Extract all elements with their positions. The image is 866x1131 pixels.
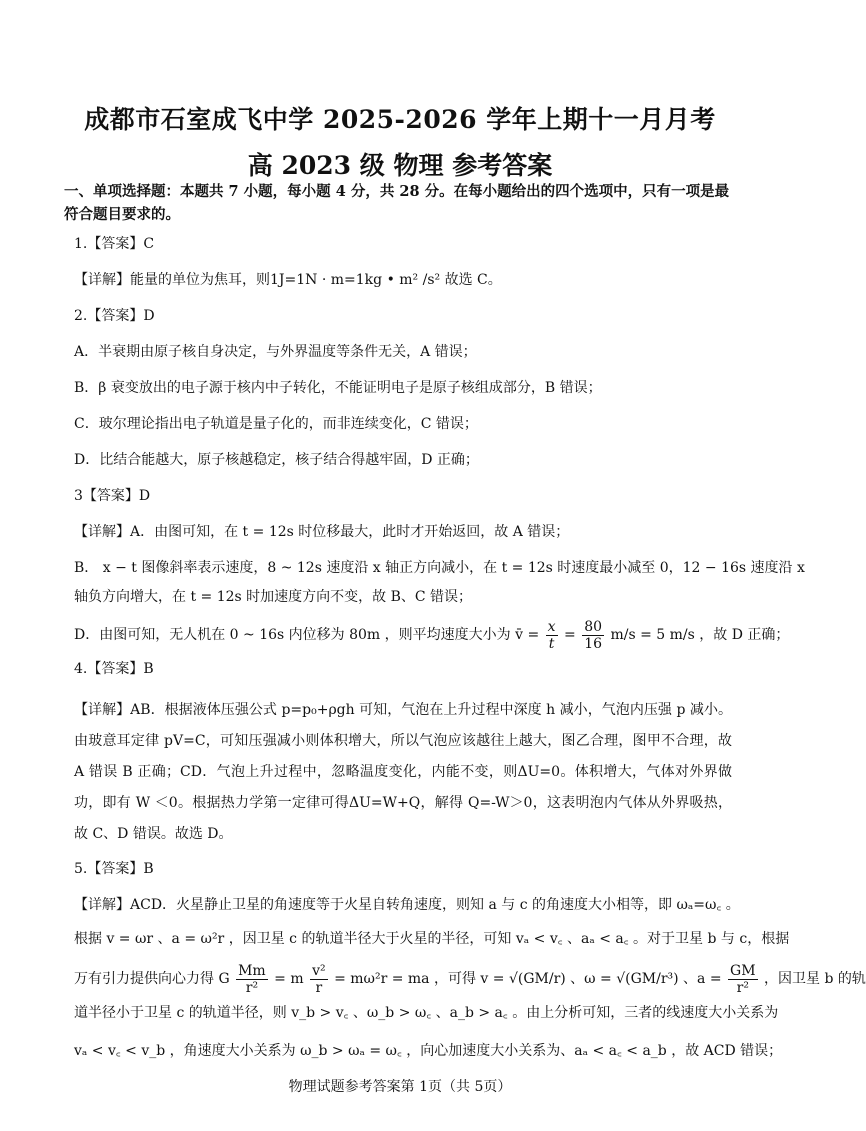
q4-answer: 4.【答案】B	[74, 661, 154, 677]
answer-content	[64, 180, 866, 1077]
fraction-80-over-16: $\frac{80}{16}$	[584, 618, 603, 652]
fraction-x-over-t: $\frac{x}{t}$	[547, 618, 556, 652]
q3-d-text: D．由图可知，无人机在 0 ~ 16s 内位移为 80m ，则平均速度大小为 v̄ =	[74, 627, 540, 643]
page-footer: 物理试题参考答案第 1页（共 5页）	[288, 1079, 512, 1095]
q5-answer: 5.【答案】B	[74, 861, 154, 877]
q1-detail: 【详解】能量的单位为焦耳，则1J=1N · m=1kg • m² /s² 故选 C。	[74, 272, 502, 288]
q4-detail: 【详解】AB．根据液体压强公式 p=p₀+ρgh 可知，气泡在上升过程中深度 h 减小，气泡内压强 p 减小。由玻意耳定律 pV=C，可知压强减小则体积增大，所以气泡应该越往上越大，图乙合理，图甲不合理，故 A 错误 B 正确；CD．气泡上升过程中，忽略温度变化，内能不变，则ΔU=0。体积增大，气体对外界做功，即有 W ＜0。根据热力学第一定律可得ΔU=W+Q，解得 Q=-W＞0，这表明泡内气体从外界吸热，故 C、D 错误。故选 D。	[74, 702, 732, 842]
q2-option-a: A．半衰期由原子核自身决定，与外界温度等条件无关，A 错误；	[74, 344, 477, 360]
fraction-gm-over-r2: $\frac{GM}{\text{r²}}$	[730, 962, 756, 996]
q5-detail-line1: 【详解】ACD．火星静止卫星的角速度等于火星自转角速度，则知 a 与 c 的角速度大小相等，即 ωₐ=ω꜀ 。	[74, 897, 740, 913]
q2-answer: 2.【答案】D	[74, 308, 155, 324]
q5-detail-line2: 根据 v = ωr 、a = ω²r ，因卫星 c 的轨道半径大于火星的半径，可知 vₐ < v꜀ 、aₐ < a꜀ 。对于卫星 b 与 c，根据	[74, 931, 790, 947]
q2-option-b: B．β 衰变放出的电子源于核内中子转化，不能证明电子是原子核组成部分，B 错误；	[74, 380, 602, 396]
fraction-v2-over-r: $\frac{\text{v²}}{r}$	[312, 962, 326, 996]
q3-option-d: D．由图可知，无人机在 0 ~ 16s 内位移为 80m ，则平均速度大小为 v̄ = $\frac{x}{t}$ = $\frac{80}{16}$ m/s = 5 m/s ，故 D 正确；	[74, 618, 790, 652]
section-heading: 一、单项选择题：本题共 7 小题，每小题 4 分，共 28 分。在每小题给出的四个选项中，只有一项是最符合题目要求的。	[64, 183, 730, 223]
q3-option-b-line1: B． x − t 图像斜率表示速度，8 ~ 12s 速度沿 x 轴正方向减小，在 t = 12s 时速度最小减至 0，12 − 16s 速度沿 x	[74, 560, 805, 576]
q5-detail-line4: 道半径小于卫星 c 的轨道半径，则 v_b > v꜀ 、ω_b > ω꜀ 、a_b > a꜀ 。由上分析可知，三者的线速度大小关系为	[74, 1005, 779, 1021]
q2-option-c: C．玻尔理论指出电子轨道是量子化的，而非连续变化，C 错误；	[74, 416, 478, 432]
q3-option-b-line2: 轴负方向增大，在 t = 12s 时加速度方向不变，故 B、C 错误；	[74, 589, 473, 605]
q5-detail-line3: 万有引力提供向心力得 G $\frac{Mm}{\text{r²}}$ = m $\frac{\text{v²}}{r}$ = mω²r = ma ，可得 v = √(GM/r) 、ω = √(GM/r³) 、a = $\frac{GM}{\text{r²}}$ ，因卫星 b 的轨	[74, 962, 866, 996]
q5-detail-line5: vₐ < v꜀ < v_b ，角速度大小关系为 ω_b > ωₐ = ω꜀ ，向心加速度大小关系为、aₐ < a꜀ < a_b ，故 ACD 错误；	[74, 1043, 783, 1059]
q2-option-d: D．比结合能越大，原子核越稳定，核子结合得越牢固，D 正确；	[74, 452, 479, 468]
q1-answer: 1.【答案】C	[74, 236, 155, 252]
exam-title: 成都市石室成飞中学 2025-2026 学年上期十一月月考	[84, 105, 716, 134]
q3-answer: 3【答案】D	[74, 488, 151, 504]
q3-option-a: 【详解】A．由图可知，在 t = 12s 时位移最大，此时才开始返回，故 A 错误；	[74, 524, 570, 540]
exam-subtitle: 高 2023 级 物理 参考答案	[247, 151, 553, 180]
fraction-mm-over-r2: $\frac{Mm}{\text{r²}}$	[238, 962, 266, 996]
